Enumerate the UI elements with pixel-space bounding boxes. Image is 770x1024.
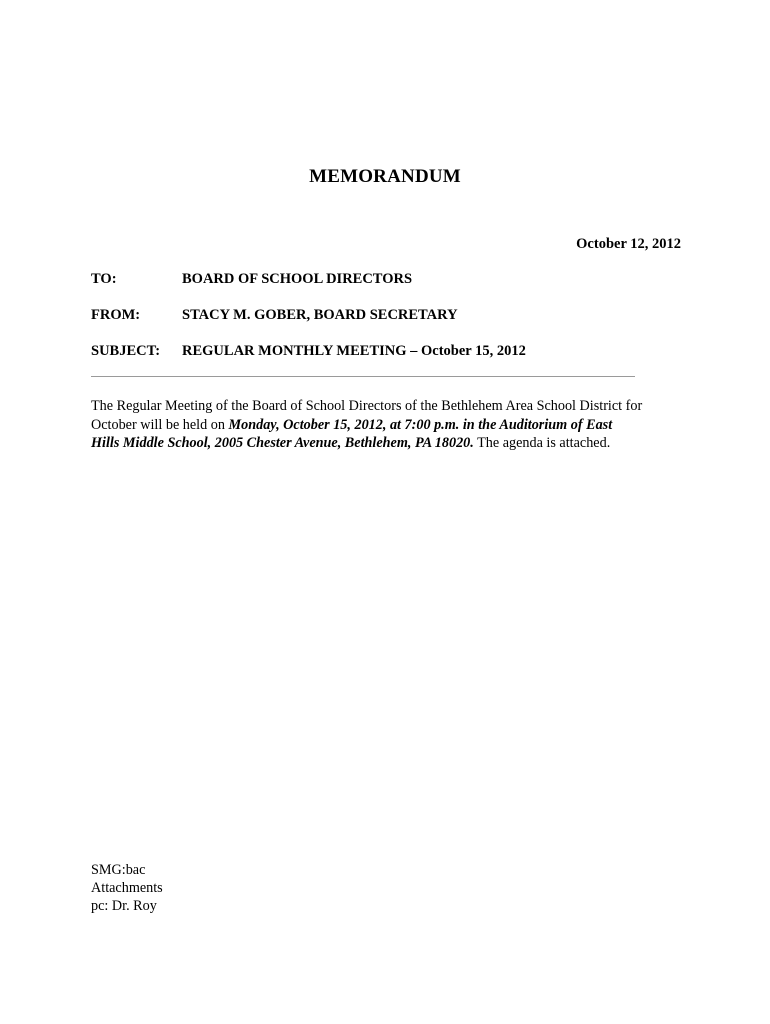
body-line-1: The Regular Meeting of the Board of School Directors of the Bethlehem Area School District for [91,398,643,414]
footer-pc: pc: Dr. Roy [91,898,157,914]
subject-label: SUBJECT: [91,343,161,359]
footer-attachments: Attachments [91,880,163,896]
memo-footer [91,861,163,915]
body-line-2-plain: October will be held on [91,416,229,433]
header-divider [91,376,635,377]
from-value: STACY M. GOBER, BOARD SECRETARY [182,307,458,323]
memo-title: MEMORANDUM [309,166,461,187]
body-line-3 [91,434,691,453]
body-line-2 [91,416,691,435]
to-row [91,271,412,288]
to-label: TO: [91,271,117,287]
subject-value: REGULAR MONTHLY MEETING – October 15, 2012 [182,343,526,359]
memo-body [91,397,691,453]
from-label: FROM: [91,307,141,323]
body-line-3-plain: The agenda is attached. [473,435,611,451]
memo-date: October 12, 2012 [576,236,681,252]
to-value: BOARD OF SCHOOL DIRECTORS [182,271,413,287]
body-line-2-emphasis: Monday, October 15, 2012, at 7:00 p.m. in the Auditorium of East [228,416,613,433]
subject-row [91,343,526,360]
from-row [91,307,458,324]
body-line-3-emphasis: Hills Middle School, 2005 Chester Avenue, Bethlehem, PA 18020. [91,435,474,451]
footer-initials: SMG:bac [91,862,146,878]
